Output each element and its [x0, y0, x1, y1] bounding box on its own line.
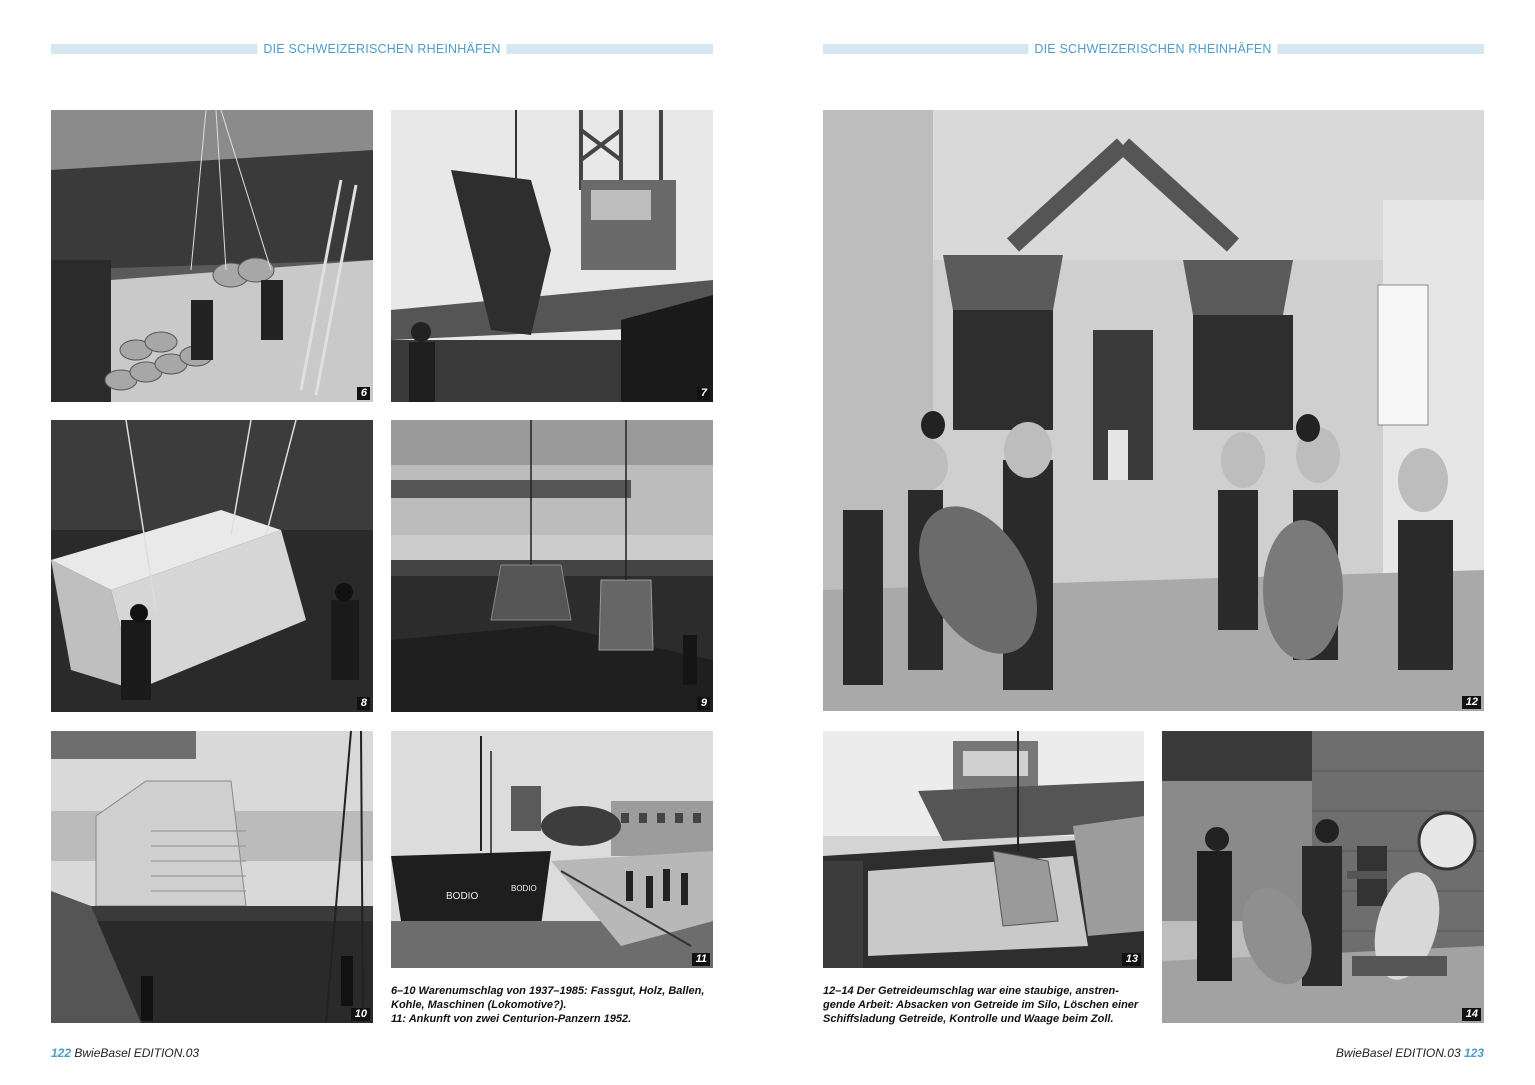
photo-9-coal-grab — [391, 420, 713, 712]
photo-number: 6 — [357, 387, 370, 400]
photo-number: 10 — [351, 1008, 370, 1021]
left-page-number: 122 — [51, 1046, 72, 1060]
photo-number: 13 — [1122, 953, 1141, 966]
photo-number: 7 — [697, 387, 710, 400]
right-footer — [1336, 1046, 1484, 1060]
photo-13-grain-hold — [823, 731, 1144, 968]
ship-name-side: BODIO — [511, 884, 537, 893]
photo-7-crane-log — [391, 110, 713, 402]
right-caption — [823, 984, 1153, 1026]
caption-line: 12–14 Der Getreideumschlag war eine staubige, anstren- — [823, 985, 1119, 997]
left-header-title: DIE SCHWEIZERISCHEN RHEINHÄFEN — [257, 41, 506, 57]
caption-line: 6–10 Warenumschlag von 1937–1985: Fassgut, Holz, Ballen, — [391, 985, 705, 997]
ship-name-bow: BODIO — [446, 891, 479, 902]
left-caption — [391, 984, 721, 1026]
right-page-number: 123 — [1463, 1046, 1484, 1060]
photo-10-machine-crate — [51, 731, 373, 1023]
photo-11-ship-bodio — [391, 731, 713, 968]
photo-number: 9 — [697, 697, 710, 710]
right-header-title: DIE SCHWEIZERISCHEN RHEINHÄFEN — [1028, 41, 1277, 57]
caption-line: Kohle, Maschinen (Lokomotive?). — [391, 999, 567, 1011]
photo-8-cotton-bale — [51, 420, 373, 712]
photo-number: 8 — [357, 697, 370, 710]
left-footer — [51, 1046, 199, 1060]
right-footer-text: BwieBasel EDITION.03 — [1335, 1046, 1461, 1060]
caption-line: 11: Ankunft von zwei Centurion-Panzern 1952. — [391, 1013, 632, 1025]
photo-number: 11 — [692, 953, 710, 966]
photo-number: 14 — [1462, 1008, 1481, 1021]
photo-number: 12 — [1462, 696, 1481, 709]
caption-line: gende Arbeit: Absacken von Getreide im Silo, Löschen einer — [823, 999, 1139, 1011]
caption-line: Schiffsladung Getreide, Kontrolle und Waage beim Zoll. — [823, 1013, 1114, 1025]
photo-6-barrels-in-hold — [51, 110, 373, 402]
left-footer-text: BwieBasel EDITION.03 — [74, 1046, 200, 1060]
photo-14-customs-scale — [1162, 731, 1484, 1023]
photo-12-silo-workers — [823, 110, 1484, 711]
